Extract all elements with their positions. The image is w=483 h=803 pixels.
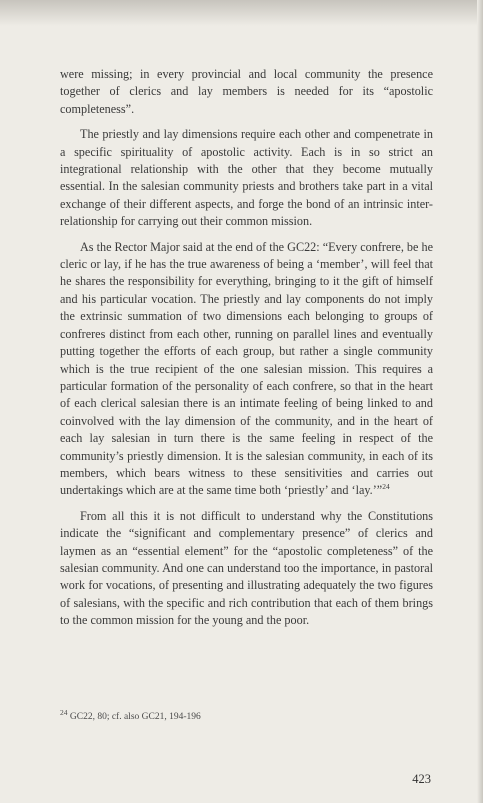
footnote xyxy=(60,707,433,722)
body-text xyxy=(60,66,433,638)
footnote-text: GC22, 80; cf. also GC21, 194-196 xyxy=(69,712,201,722)
paragraph-priestly-lay: The priestly and lay dimensions require each other and compenetrate in a specific spirituality of apostolic activity. Each is in so strict an integrational relationship with the other that they become mutually essential. In the salesian community priests and brothers take part in a vital exchange of their different aspects, and forge the bond of an intrinsic inter-relationship for carrying out their common mission. xyxy=(60,127,433,229)
paragraph-constitutions: From all this it is not difficult to understand why the Constitutions indicate the “significant and complementary presence” of clerics and laymen as an “essential element” for the “apostolic completeness” of the salesian community. And one can understand too the importance, in pastoral work for vocations, of presenting and illustrating adequately the two figures of salesians, with the specific and rich contribution that each of them brings to the common mission for the young and the poor. xyxy=(60,508,433,628)
page-number: 423 xyxy=(412,772,431,786)
paragraph-continuation: were missing; in every provincial and local community the presence together of clerics and lay members is needed for its “apostolic completeness”. xyxy=(60,67,433,116)
quote-text: As the Rector Major said at the end of the GC22: “Every confrere, be he cleric or lay, if he has the true awareness of being a ‘member’, will feel that he shares the responsibility for everything, bringing to it the gift of himself and his particular vocation. The priestly and lay components do not imply the extrinsic summation of two dimensions each belonging to groups of confreres distinct from each other, running on parallel lines and eventually putting together the efforts of each group, but rather a single community which is the true recipient of the one salesian mission. This requires a particular formation of the personality of each confrere, so that in the heart of each clerical salesian there is an intimate feeling of being linked to and coinvolved with the lay dimension of the community, and in the heart of each lay salesian in turn there is the same feeling in respect of the community’s priestly dimension. It is the salesian community, in each of its members, which bears witness to these sensitivities and carries out undertakings which are at the same time both ‘priestly’ and ‘lay.’” xyxy=(60,239,433,498)
scan-shadow xyxy=(0,0,483,26)
paragraph-rector-major-quote xyxy=(60,239,433,500)
page-edge xyxy=(477,0,483,803)
footnote-reference: 24 xyxy=(382,482,390,492)
footnote-marker: 24 xyxy=(60,707,68,717)
